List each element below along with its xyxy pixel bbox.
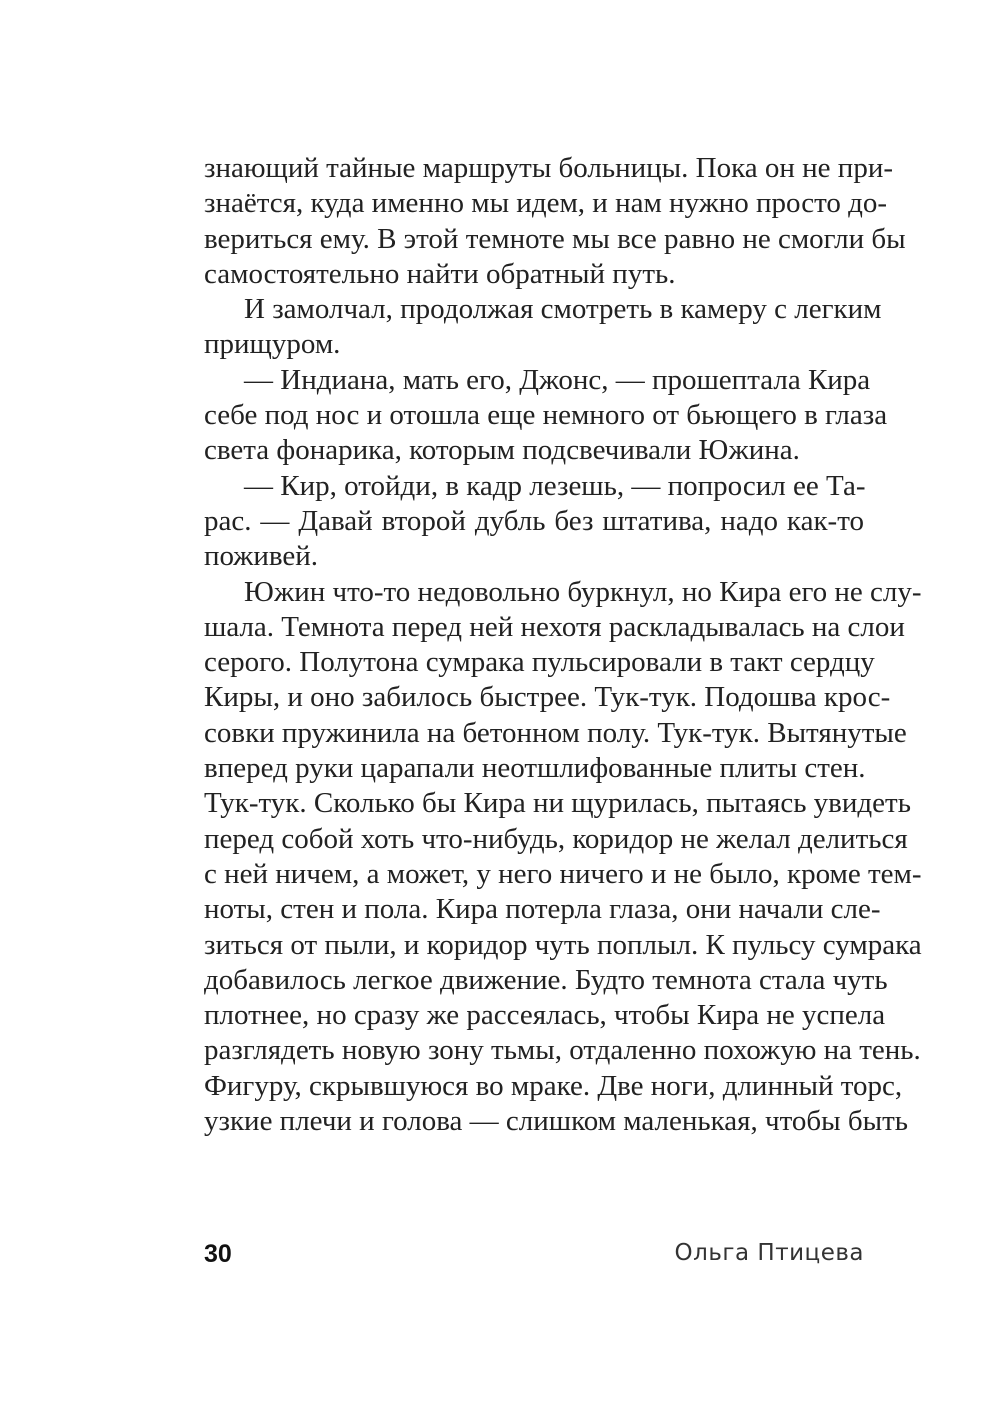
text-line: разглядеть новую зону тьмы, отдаленно похожую на тень. xyxy=(204,1034,921,1067)
text-line: Южин что-то недовольно буркнул, но Кира его не слу- xyxy=(244,575,922,608)
text-line: ноты, стен и пола. Кира потерла глаза, они начали сле- xyxy=(204,893,881,926)
text-line: поживей. xyxy=(204,540,319,573)
running-footer-author: Ольга Птицева xyxy=(674,1240,864,1266)
text-line: добавилось легкое движение. Будто темнота стала чуть xyxy=(204,963,888,996)
text-line: узкие плечи и голова — слишком маленькая, чтобы быть xyxy=(204,1105,908,1138)
text-line: перед собой хоть что-нибудь, коридор не желал делиться xyxy=(204,822,908,855)
text-line: зиться от пыли, и коридор чуть поплыл. К пульсу сумрака xyxy=(204,928,922,961)
text-line: себе под нос и отошла еще немного от бьющего в глаза xyxy=(204,399,888,432)
text-line: рас. — Давай второй дубль без штатива, надо как-то xyxy=(204,504,864,537)
page-number: 30 xyxy=(204,1240,232,1268)
text-line: — Индиана, мать его, Джонс, — прошептала Кира xyxy=(244,363,871,396)
text-line: серого. Полутона сумрака пульсировали в такт сердцу xyxy=(204,646,875,679)
text-line: света фонарика, которым подсвечивали Южина. xyxy=(204,434,800,467)
text-line: И замолчал, продолжая смотреть в камеру с легким xyxy=(244,293,882,326)
text-line: Фигуру, скрывшуюся во мраке. Две ноги, длинный торс, xyxy=(204,1069,903,1102)
text-line: — Кир, отойди, в кадр лезешь, — попросил ее Та- xyxy=(244,469,866,502)
text-line: знаётся, куда именно мы идем, и нам нужно просто до- xyxy=(204,187,888,220)
page-footer xyxy=(204,1240,864,1274)
text-line: вперед руки царапали неотшлифованные плиты стен. xyxy=(204,752,866,785)
text-line: совки пружинила на бетонном полу. Тук-тук. Вытянутые xyxy=(204,716,907,749)
text-line: вериться ему. В этой темноте мы все равно не смогли бы xyxy=(204,222,906,255)
page-body-text xyxy=(204,151,922,1139)
text-line: плотнее, но сразу же рассеялась, чтобы Кира не успела xyxy=(204,999,886,1032)
text-line: Киры, и оно забилось быстрее. Тук-тук. Подошва крос- xyxy=(204,681,891,714)
text-line: самостоятельно найти обратный путь. xyxy=(204,257,676,290)
text-line: прищуром. xyxy=(204,328,341,361)
text-line: Тук-тук. Сколько бы Кира ни щурилась, пытаясь увидеть xyxy=(204,787,911,820)
text-line: шала. Темнота перед ней нехотя раскладывалась на слои xyxy=(204,610,905,643)
text-line: знающий тайные маршруты больницы. Пока он не при- xyxy=(204,152,893,184)
text-line: с ней ничем, а может, у него ничего и не было, кроме тем- xyxy=(204,857,922,890)
